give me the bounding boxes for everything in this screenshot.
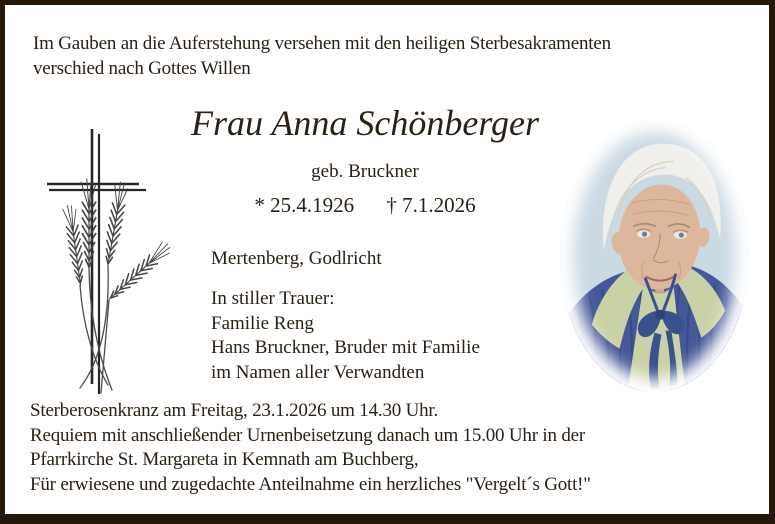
service-line-thanks: Für erwiesene und zugedachte Anteilnahme ein herzliches "Vergelt´s Gott!" xyxy=(30,473,591,495)
service-line-church: Pfarrkirche St. Margareta in Kemnath am Buchberg, xyxy=(30,449,419,471)
maiden-name: geb. Bruckner xyxy=(311,161,419,182)
mourner-line: Hans Bruckner, Bruder mit Familie xyxy=(211,337,480,358)
deceased-name: Frau Anna Schönberger xyxy=(191,103,539,143)
portrait-illustration xyxy=(560,119,749,392)
intro-line-2: verschied nach Gottes Willen xyxy=(33,58,251,79)
places-line: Mertenberg, Godlricht xyxy=(211,248,382,269)
mourner-line: Familie Reng xyxy=(211,312,314,334)
birth-date: * 25.4.1926 xyxy=(254,193,355,217)
service-line-requiem: Requiem mit anschließender Urnenbeisetzung danach um 15.00 Uhr in der xyxy=(30,424,585,446)
intro-text xyxy=(33,31,611,81)
portrait-photo xyxy=(560,119,749,392)
service-block xyxy=(30,399,591,497)
mourner-line: im Namen aller Verwandten xyxy=(211,361,425,383)
mourning-block xyxy=(211,287,480,385)
service-line-rosary: Sterberosenkranz am Freitag, 23.1.2026 um 14.30 Uhr. xyxy=(30,400,439,421)
death-date: † 7.1.2026 xyxy=(386,193,476,217)
mourning-header: In stiller Trauer: xyxy=(211,288,335,309)
intro-line-1: Im Gauben an die Auferstehung versehen mit den heiligen Sterbesakramenten xyxy=(33,33,611,54)
wheat-stems xyxy=(80,266,112,393)
